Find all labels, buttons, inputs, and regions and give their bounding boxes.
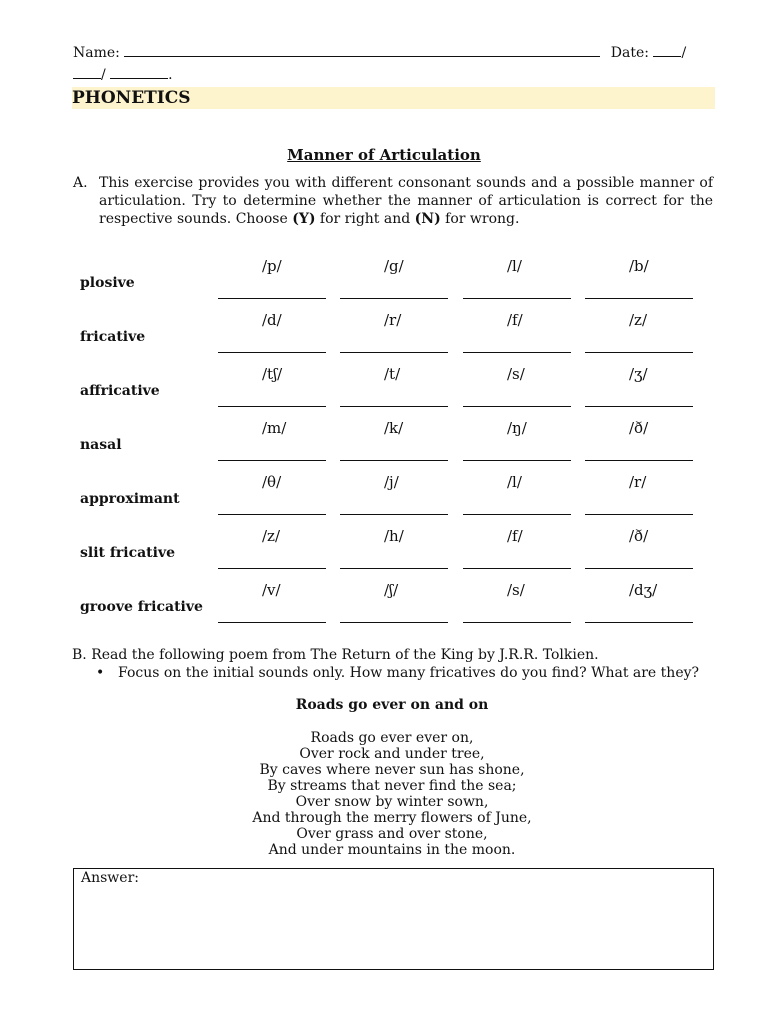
answer-blank[interactable] [340, 460, 448, 461]
poem-line: And through the merry flowers of June, [252, 810, 532, 826]
answer-blank[interactable] [463, 514, 571, 515]
sound-symbol: /g/ [384, 257, 404, 275]
date-separator: / [681, 45, 687, 61]
sound-symbol: /θ/ [262, 473, 282, 491]
date-day-field[interactable] [653, 42, 681, 57]
date-separator-2: / [101, 67, 106, 83]
bullet-icon: • [96, 665, 105, 681]
manner-label: slit fricative [80, 545, 175, 561]
answer-blank[interactable] [340, 514, 448, 515]
sound-symbol: /l/ [507, 473, 522, 491]
manner-label: plosive [80, 275, 135, 291]
answer-blank[interactable] [340, 352, 448, 353]
no-choice: (N) [414, 211, 441, 227]
sound-symbol: /s/ [507, 365, 525, 383]
header-line [73, 42, 713, 86]
sound-symbol: /r/ [384, 311, 402, 329]
sound-symbol: /r/ [629, 473, 647, 491]
poem-body [0, 730, 768, 858]
sound-symbol: /ʒ/ [629, 365, 648, 383]
manner-label: nasal [80, 437, 122, 453]
poem-line: Over grass and over stone, [296, 826, 488, 842]
answer-blank[interactable] [218, 352, 326, 353]
name-field[interactable] [124, 42, 600, 57]
answer-blank[interactable] [218, 406, 326, 407]
table-row [0, 581, 768, 635]
table-row [0, 311, 768, 365]
sound-symbol: /m/ [262, 419, 287, 437]
sound-symbol: /ð/ [629, 527, 649, 545]
page-title: PHONETICS [72, 87, 715, 109]
date-label: Date: [610, 45, 649, 61]
answer-blank[interactable] [463, 622, 571, 623]
table-row [0, 527, 768, 581]
yes-choice: (Y) [292, 211, 316, 227]
answer-blank[interactable] [340, 298, 448, 299]
answer-blank[interactable] [218, 622, 326, 623]
poem-line: By caves where never sun has shone, [259, 762, 525, 778]
section-a-instructions [73, 174, 713, 228]
answer-box[interactable] [73, 868, 714, 970]
table-row [0, 419, 768, 473]
answer-blank[interactable] [218, 298, 326, 299]
instruction-part3: for wrong. [445, 211, 520, 227]
answer-blank[interactable] [218, 568, 326, 569]
answer-label: Answer: [81, 870, 139, 886]
manner-label: groove fricative [80, 599, 203, 615]
sound-symbol: /ʃ/ [384, 581, 399, 599]
answer-blank[interactable] [585, 514, 693, 515]
date-year-field[interactable] [110, 64, 168, 79]
sound-symbol: /b/ [629, 257, 649, 275]
instruction-part2: for right and [319, 211, 411, 227]
answer-blank[interactable] [585, 568, 693, 569]
sound-symbol: /l/ [507, 257, 522, 275]
answer-blank[interactable] [463, 352, 571, 353]
sound-symbol: /z/ [262, 527, 281, 545]
bullet-text: Focus on the initial sounds only. How many fricatives do you find? What are they? [118, 665, 700, 681]
poem-line: Over rock and under tree, [299, 746, 485, 762]
manner-label: approximant [80, 491, 180, 507]
answer-blank[interactable] [585, 352, 693, 353]
poem-title: Roads go ever on and on [295, 697, 489, 713]
table-row [0, 365, 768, 419]
sound-symbol: /v/ [262, 581, 281, 599]
sound-symbol: /z/ [629, 311, 648, 329]
sound-symbol: /f/ [507, 311, 523, 329]
sound-symbol: /j/ [384, 473, 399, 491]
answer-blank[interactable] [340, 568, 448, 569]
answer-blank[interactable] [218, 460, 326, 461]
answer-blank[interactable] [463, 460, 571, 461]
sound-symbol: /h/ [384, 527, 404, 545]
date-end: . [168, 67, 173, 83]
sound-symbol: /p/ [262, 257, 282, 275]
poem-line: Over snow by winter sown, [295, 794, 489, 810]
instruction-text [99, 174, 713, 228]
answer-blank[interactable] [463, 568, 571, 569]
instruction-part1: This exercise provides you with different consonant sounds and a possible manner of articulation. Try to determine whether the manner of articulation is correct for the respective sounds. Choose [99, 175, 713, 227]
answer-blank[interactable] [585, 622, 693, 623]
answer-blank[interactable] [463, 406, 571, 407]
poem-line: Roads go ever ever on, [310, 730, 474, 746]
sound-symbol: /s/ [507, 581, 525, 599]
sound-symbol: /dʒ/ [629, 581, 658, 599]
table-row [0, 473, 768, 527]
sound-symbol: /t/ [384, 365, 401, 383]
manner-label: affricative [80, 383, 160, 399]
answer-blank[interactable] [340, 622, 448, 623]
answer-blank[interactable] [463, 298, 571, 299]
poem-line: And under mountains in the moon. [268, 842, 516, 858]
answer-blank[interactable] [218, 514, 326, 515]
section-a-number: A. [73, 175, 88, 191]
sound-symbol: /ð/ [629, 419, 649, 437]
answer-blank[interactable] [585, 406, 693, 407]
table-row [0, 257, 768, 311]
sound-symbol: /k/ [384, 419, 404, 437]
answer-blank[interactable] [585, 298, 693, 299]
section-subtitle: Manner of Articulation [287, 146, 481, 164]
sound-symbol: /f/ [507, 527, 523, 545]
answer-blank[interactable] [340, 406, 448, 407]
sound-symbol: /ŋ/ [507, 419, 527, 437]
date-month-field[interactable] [73, 64, 101, 79]
section-b-intro: B. Read the following poem from The Return of the King by J.R.R. Tolkien. [72, 647, 599, 663]
answer-blank[interactable] [585, 460, 693, 461]
sound-symbol: /tʃ/ [262, 365, 283, 383]
name-label: Name: [73, 45, 120, 61]
sound-symbol: /d/ [262, 311, 282, 329]
poem-line: By streams that never find the sea; [267, 778, 517, 794]
manner-label: fricative [80, 329, 146, 345]
